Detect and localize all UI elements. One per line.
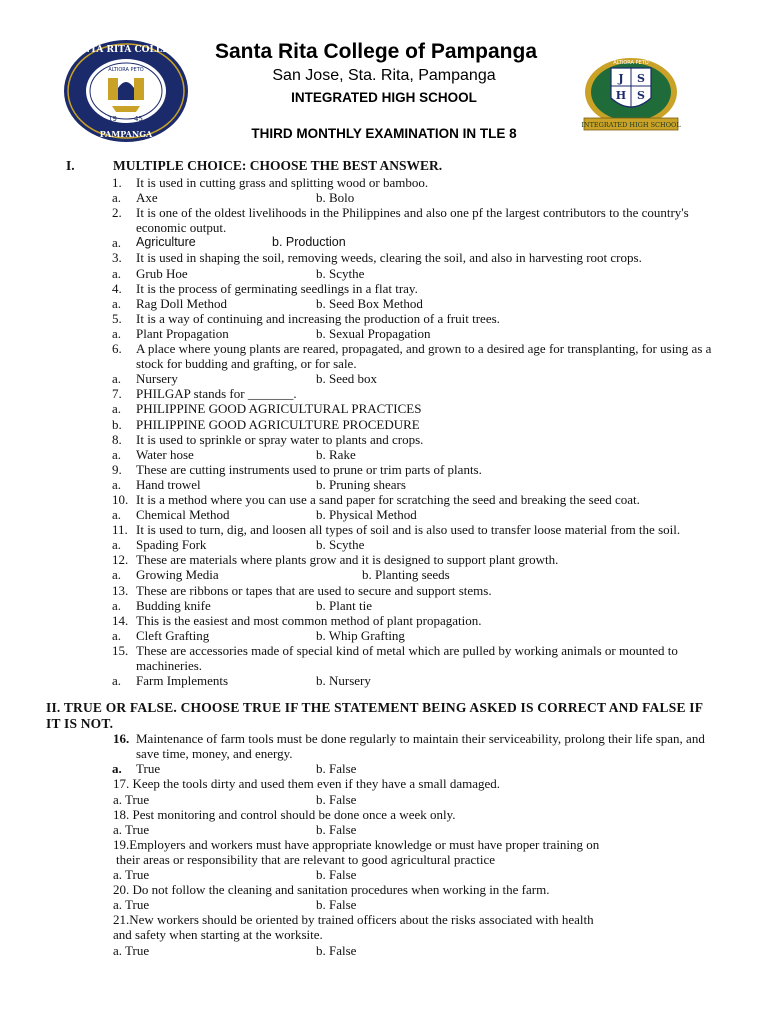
option-a-label: a. xyxy=(112,673,122,689)
option-b[interactable]: b. Physical Method xyxy=(316,507,417,523)
seal-motto: ALTIORA PETO xyxy=(108,67,144,73)
question-number: 13. xyxy=(112,582,129,598)
question-text: This is the easiest and most common method of plant propagation. xyxy=(136,612,482,628)
option-b-label: b. xyxy=(112,416,122,432)
option-a-label: a. xyxy=(112,446,122,462)
option-b[interactable]: b. Scythe xyxy=(316,537,365,553)
question-text: A place where young plants are reared, propagated, and grown to a desired age for transplanting, for using as a stock for budding and grafting, or for sale. xyxy=(136,341,712,372)
option-b[interactable]: b. Nursery xyxy=(316,673,371,689)
option-b[interactable]: b. False xyxy=(316,897,357,913)
option-b[interactable]: b. False xyxy=(316,821,357,837)
mc-option-row xyxy=(0,598,768,613)
school-name: Santa Rita College of Pampanga xyxy=(214,40,538,63)
mc-option-row xyxy=(0,235,768,250)
option-a-label: a. xyxy=(112,190,122,206)
crest-letter-s1: S xyxy=(637,72,645,85)
seal-year-right: 45 xyxy=(134,115,143,123)
multiple-choice-list xyxy=(0,175,768,688)
question-number: 10. xyxy=(112,491,129,507)
tf-option-row xyxy=(0,897,768,912)
question-number: 12. xyxy=(112,552,129,568)
option-a[interactable]: Budding knife xyxy=(136,597,211,613)
tf-question-continued xyxy=(0,927,768,942)
question-number: 5. xyxy=(112,310,122,326)
option-a[interactable]: Farm Implements xyxy=(136,673,229,689)
question-number: 4. xyxy=(112,280,122,296)
question-text-continued: and safety when starting at the worksite. xyxy=(113,927,323,943)
mc-question xyxy=(0,583,768,598)
mc-option-row xyxy=(0,628,768,643)
question-text: It is used in cutting grass and splitting wood or bamboo. xyxy=(136,175,429,190)
tf-option-row xyxy=(0,867,768,882)
mc-option-row xyxy=(0,567,768,582)
mc-question xyxy=(0,341,768,371)
mc-question xyxy=(0,250,768,265)
option-a[interactable]: Agriculture xyxy=(136,235,196,250)
question-text: 19.Employers and workers must have appropriate knowledge or must have proper training on xyxy=(113,836,600,852)
option-a[interactable]: Spading Fork xyxy=(136,537,207,553)
jshs-crest-logo xyxy=(576,54,686,136)
mc-question xyxy=(0,643,768,673)
option-a[interactable]: Rag Doll Method xyxy=(136,295,227,311)
option-a[interactable]: Axe xyxy=(136,190,158,206)
question-text: It is a way of continuing and increasing the production of a fruit trees. xyxy=(136,310,500,326)
tf-question-continued xyxy=(0,852,768,867)
crest-letter-j: J xyxy=(618,72,624,85)
tf-question xyxy=(0,912,768,927)
tf-question xyxy=(0,837,768,852)
exam-title: THIRD MONTHLY EXAMINATION IN TLE 8 xyxy=(251,126,517,141)
question-number: 3. xyxy=(112,250,122,266)
mc-option-row xyxy=(0,296,768,311)
seal-ring-text: SANTA RITA COLLEGE xyxy=(68,45,184,55)
question-number: 9. xyxy=(112,461,122,477)
option-a-label: a. xyxy=(112,476,122,492)
question-number: 16. xyxy=(113,731,130,747)
mc-question xyxy=(0,281,768,296)
option-a-label: a. xyxy=(112,235,122,251)
option-a[interactable]: Nursery xyxy=(136,371,178,387)
mc-option-row xyxy=(0,507,768,522)
option-b[interactable]: b. Pruning shears xyxy=(316,476,406,492)
tf-question xyxy=(0,807,768,822)
question-text: 18. Pest monitoring and control should be done once a week only. xyxy=(113,806,456,822)
crest-letter-s2: S xyxy=(637,89,645,102)
option-b[interactable]: b. False xyxy=(316,942,357,958)
section-2-heading: II. TRUE OR FALSE. CHOOSE TRUE IF THE STATEMENT BEING ASKED IS CORRECT AND FALSE IF IT IS NOT. xyxy=(46,700,703,731)
option-a[interactable]: Grub Hoe xyxy=(136,265,188,281)
question-number: 15. xyxy=(112,642,129,658)
option-b[interactable]: b. False xyxy=(316,867,357,883)
question-text: PHILGAP stands for _______. xyxy=(136,386,297,402)
option-b[interactable]: b. Seed box xyxy=(316,371,378,387)
option-a-label: a. xyxy=(112,761,122,777)
option-a[interactable]: Chemical Method xyxy=(136,507,230,523)
section-1-number: I. xyxy=(66,158,75,173)
crest-letter-h: H xyxy=(615,89,627,102)
option-a[interactable]: a. True xyxy=(113,791,150,807)
tf-option-row xyxy=(0,943,768,958)
question-text: It is used to sprinkle or spray water to plants and crops. xyxy=(136,431,424,447)
seal-year-left: 19 xyxy=(108,115,117,123)
mc-question xyxy=(0,522,768,537)
option-a[interactable]: a. True xyxy=(113,867,150,883)
question-number: 14. xyxy=(112,612,129,628)
mc-question xyxy=(0,492,768,507)
question-text: It is a method where you can use a sand paper for scratching the seed and breaking the seed coat. xyxy=(136,491,640,507)
option-a[interactable]: a. True xyxy=(113,897,150,913)
mc-option-row xyxy=(0,401,768,416)
question-text: 20. Do not follow the cleaning and sanitation procedures when working in the farm. xyxy=(113,882,550,898)
option-b[interactable]: b. Whip Grafting xyxy=(316,627,405,643)
option-b[interactable]: b. Seed Box Method xyxy=(316,295,423,311)
option-a-label: a. xyxy=(112,567,122,583)
option-a[interactable]: Cleft Grafting xyxy=(136,627,210,643)
question-text: 17. Keep the tools dirty and used them even if they have a small damaged. xyxy=(113,776,500,792)
tf-question xyxy=(0,776,768,791)
question-text: These are accessories made of special kind of metal which are pulled by working animals or mounted to machineries. xyxy=(136,642,678,673)
mc-option-row xyxy=(0,190,768,205)
mc-question xyxy=(0,552,768,567)
option-a-label: a. xyxy=(112,295,122,311)
mc-option-row xyxy=(0,447,768,462)
option-a[interactable]: PHILIPPINE GOOD AGRICULTURAL PRACTICES xyxy=(136,401,422,417)
question-text: It is used in shaping the soil, removing weeds, clearing the soil, and also in harvesting root crops. xyxy=(136,250,642,266)
question-text-continued: their areas or responsibility that are relevant to good agricultural practice xyxy=(116,851,496,867)
option-a-label: a. xyxy=(112,507,122,523)
true-false-list xyxy=(0,776,768,957)
mc-option-row xyxy=(0,477,768,492)
option-b[interactable]: b. Bolo xyxy=(316,190,355,206)
option-b[interactable]: PHILIPPINE GOOD AGRICULTURE PROCEDURE xyxy=(136,416,420,432)
question-text: 21.New workers should be oriented by trained officers about the risks associated with health xyxy=(113,912,594,928)
mc-question xyxy=(0,311,768,326)
seal-bottom-text: PAMPANGA xyxy=(99,129,153,139)
mc-option-row xyxy=(0,326,768,341)
question-number: 11. xyxy=(112,522,128,538)
mc-option-row xyxy=(0,537,768,552)
section-1-title: MULTIPLE CHOICE: CHOOSE THE BEST ANSWER. xyxy=(113,158,443,173)
option-b[interactable]: b. Planting seeds xyxy=(362,567,450,583)
option-a[interactable]: a. True xyxy=(113,821,150,837)
option-a[interactable]: Hand trowel xyxy=(136,476,201,492)
mc-question xyxy=(0,462,768,477)
crest-motto: ALTIORA PETO xyxy=(613,60,649,66)
tf-option-row xyxy=(0,822,768,837)
question-text: Maintenance of farm tools must be done regularly to maintain their serviceability, prolong their life span, and save time, money, and energy. xyxy=(136,731,705,762)
option-b[interactable]: b. False xyxy=(316,761,357,777)
question-number: 7. xyxy=(112,386,122,402)
tf-question-16 xyxy=(0,731,768,761)
option-a[interactable]: True xyxy=(136,761,161,777)
question-text: These are cutting instruments used to prune or trim parts of plants. xyxy=(136,461,482,477)
question-number: 1. xyxy=(112,175,122,190)
option-b[interactable]: b. Plant tie xyxy=(316,597,372,613)
question-number: 8. xyxy=(112,431,122,447)
option-a[interactable]: Growing Media xyxy=(136,567,219,583)
mc-question xyxy=(0,205,768,235)
option-b[interactable]: b. False xyxy=(316,791,357,807)
option-b[interactable]: b. Sexual Propagation xyxy=(316,325,431,341)
mc-question xyxy=(0,175,768,190)
tf-question xyxy=(0,882,768,897)
option-b[interactable]: b. Rake xyxy=(316,446,356,462)
mc-option-row xyxy=(0,266,768,281)
option-a-label: a. xyxy=(112,627,122,643)
mc-option-row xyxy=(0,371,768,386)
mc-question xyxy=(0,613,768,628)
department-name: INTEGRATED HIGH SCHOOL xyxy=(291,90,477,105)
exam-body xyxy=(0,158,768,958)
option-a[interactable]: Plant Propagation xyxy=(136,325,229,341)
mc-question xyxy=(0,432,768,447)
option-a-label: a. xyxy=(112,401,122,417)
question-number: 6. xyxy=(112,341,122,357)
question-number: 2. xyxy=(112,205,122,221)
option-a-label: a. xyxy=(112,325,122,341)
question-text: It is the process of germinating seedlings in a flat tray. xyxy=(136,280,418,296)
question-text: These are materials where plants grow and it is designed to support plant growth. xyxy=(136,552,559,568)
exam-header xyxy=(0,0,768,160)
section-1-heading xyxy=(0,158,768,175)
crest-banner: INTEGRATED HIGH SCHOOL xyxy=(581,121,681,129)
option-b[interactable]: b. Production xyxy=(272,235,346,250)
option-a-label: a. xyxy=(112,371,122,387)
option-a-label: a. xyxy=(112,537,122,553)
option-b[interactable]: b. Scythe xyxy=(316,265,365,281)
option-a-label: a. xyxy=(112,597,122,613)
mc-question xyxy=(0,386,768,401)
question-text: These are ribbons or tapes that are used to secure and support stems. xyxy=(136,582,492,598)
tf-option-row xyxy=(0,792,768,807)
option-a[interactable]: a. True xyxy=(113,942,150,958)
option-a-label: a. xyxy=(112,265,122,281)
mc-option-row xyxy=(0,417,768,432)
option-a[interactable]: Water hose xyxy=(136,446,194,462)
question-text: It is used to turn, dig, and loosen all types of soil and is also used to transfer loose material from the soil. xyxy=(136,522,681,538)
school-address: San Jose, Sta. Rita, Pampanga xyxy=(272,67,496,84)
tf-options-16 xyxy=(0,761,768,776)
question-text: It is one of the oldest livelihoods in the Philippines and also one pf the largest contributors to the country's economic output. xyxy=(136,205,689,236)
mc-option-row xyxy=(0,673,768,688)
